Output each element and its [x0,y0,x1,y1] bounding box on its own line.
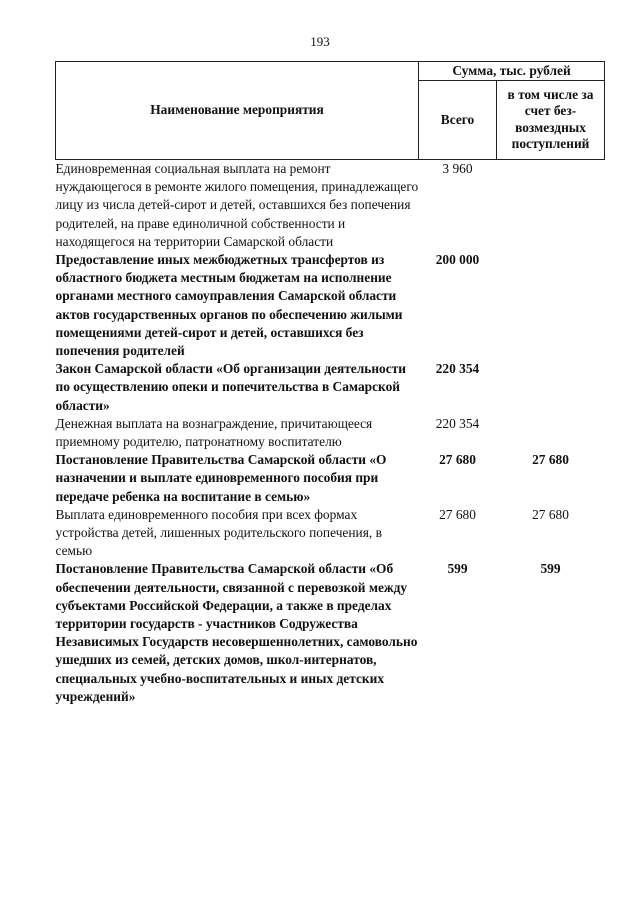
table-body [56,160,605,707]
row-name: Постановление Правительства Самарской области «О назначении и выплате единовременного пособия при передаче ребенка на воспитание в семью» [55,452,387,504]
column-header-grant: в том числе за счет без-возмездных поступлений [497,80,605,159]
row-name: Постановление Правительства Самарской области «Об обеспечении деятельности, связанной с перевозкой между субъектами Российской Федерации, а также в пределах территории государств - участников Содружества Независимых Государств несовершеннолетних, самовольно ушедших из семей, детских домов, школ-интернатов, специальных учебно-воспитательных и иных детских учреждений» [55,561,418,704]
table-row [56,451,605,506]
row-total: 200 000 [435,252,480,268]
table-row [56,506,605,561]
row-total: 220 354 [435,415,480,431]
row-grant [497,251,605,360]
table-row [56,160,605,252]
table-row [56,251,605,360]
row-total: 220 354 [435,361,480,377]
table-header [56,62,605,160]
column-header-total: Всего [419,80,497,159]
row-total: 27 680 [439,452,476,468]
row-grant: 599 [540,561,561,577]
page-number: 193 [310,34,330,49]
row-name: Закон Самарской области «Об организации деятельности по осуществлению опеки и попечительства в Самарской области» [55,361,406,413]
row-total: 27 680 [439,506,476,522]
row-name: Единовременная социальная выплата на ремонт нуждающегося в ремонте жилого помещения, принадлежащего лицу из числа детей-сирот и детей, оставшихся без попечения родителей, на праве единоличной собственности и находящегося на территории Самарской области [55,161,419,249]
row-grant: 27 680 [532,452,569,468]
table-row [56,360,605,415]
row-name: Выплата единовременного пособия при всех формах устройства детей, лишенных родительского попечения, в семью [55,506,382,559]
column-header-sum: Сумма, тыс. рублей [419,62,605,81]
row-total: 3 960 [442,161,473,176]
row-total: 599 [447,561,468,577]
budget-table [55,61,605,706]
table-row [56,415,605,451]
row-grant [497,415,605,451]
table-row [56,560,605,706]
row-grant [497,160,605,252]
column-header-name: Наименование мероприятия [56,62,419,160]
row-grant: 27 680 [532,506,569,522]
row-grant [497,360,605,415]
row-name: Денежная выплата на вознаграждение, причитающееся приемному родителю, патронатному воспитателю [55,415,373,450]
row-name: Предоставление иных межбюджетных трансфертов из областного бюджета местным бюджетам на исполнение органами местного самоуправления Самарской области актов государственных органов по обеспечению жилыми помещениями детей-сирот и детей, оставшихся без попечения родителей [55,252,403,359]
